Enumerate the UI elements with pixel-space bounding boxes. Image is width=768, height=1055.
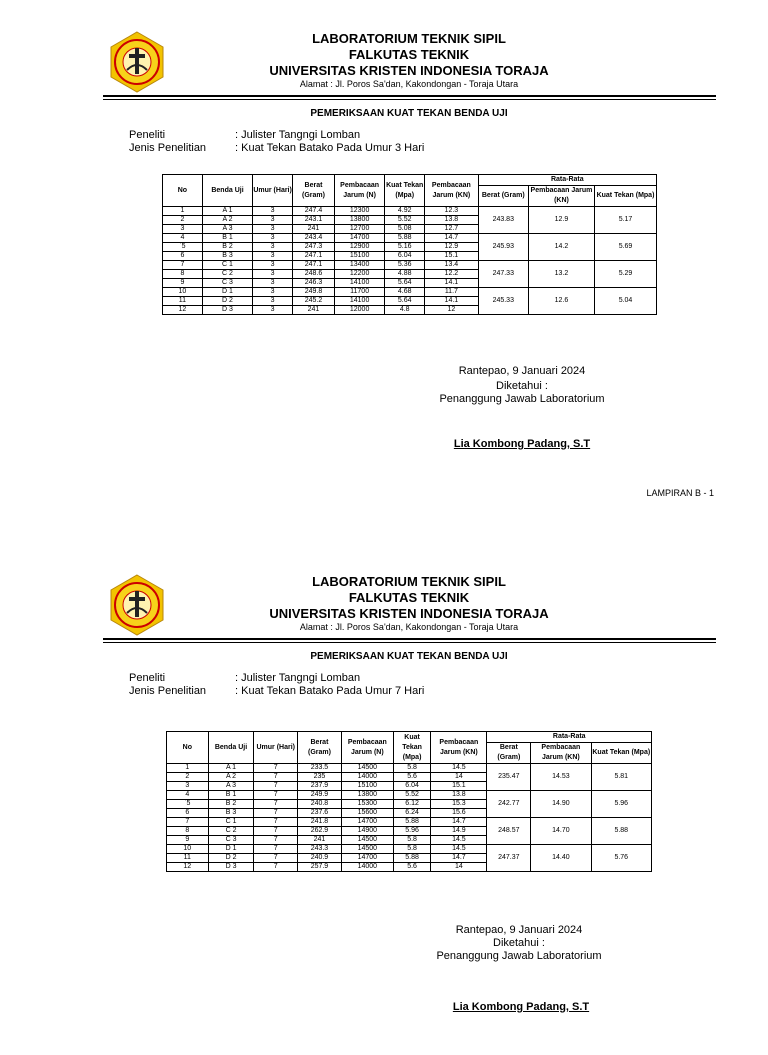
cell-pembacaan-n: 14500 [341, 764, 393, 773]
cell-pembacaan-kn: 12.2 [425, 270, 478, 279]
cell-benda-uji: B 2 [202, 243, 252, 252]
cell-berat: 241 [293, 306, 335, 315]
table-row [163, 207, 657, 216]
table-row [167, 764, 652, 773]
cell-avg-kuat: 5.17 [595, 207, 657, 234]
cell-berat: 237.6 [298, 809, 342, 818]
cell-avg-pembacaan: 13.2 [528, 261, 594, 288]
cell-pembacaan-kn: 15.3 [431, 800, 487, 809]
header-rule-thick [103, 638, 716, 640]
cell-umur: 3 [253, 243, 293, 252]
researcher-row [129, 129, 360, 142]
cell-avg-pembacaan: 14.90 [531, 791, 591, 818]
cell-kuat-tekan: 5.8 [393, 764, 430, 773]
cell-kuat-tekan: 4.68 [385, 288, 425, 297]
col-berat: Berat (Gram) [293, 175, 335, 207]
cell-kuat-tekan: 5.6 [393, 863, 430, 872]
cell-umur: 7 [254, 827, 298, 836]
cell-avg-berat: 235.47 [487, 764, 531, 791]
cell-pembacaan-kn: 12.9 [425, 243, 478, 252]
cell-avg-berat: 242.77 [487, 791, 531, 818]
cell-pembacaan-n: 14700 [334, 234, 384, 243]
cell-pembacaan-n: 11700 [334, 288, 384, 297]
header-rule-thin [103, 99, 716, 100]
cell-pembacaan-n: 14000 [341, 863, 393, 872]
cell-pembacaan-n: 15300 [341, 800, 393, 809]
col-no: No [163, 175, 203, 207]
cell-no: 3 [163, 225, 203, 234]
cell-avg-pembacaan: 14.53 [531, 764, 591, 791]
col-pembacaan-kn: Pembacaan Jarum (KN) [425, 175, 478, 207]
researcher-label: Peneliti [129, 672, 166, 684]
cell-benda-uji: D 3 [202, 306, 252, 315]
cell-kuat-tekan: 5.16 [385, 243, 425, 252]
cell-kuat-tekan: 4.92 [385, 207, 425, 216]
cell-no: `5 [167, 800, 209, 809]
cell-kuat-tekan: 4.8 [385, 306, 425, 315]
cell-pembacaan-n: 15600 [341, 809, 393, 818]
cell-pembacaan-n: 14700 [341, 818, 393, 827]
cell-pembacaan-n: 14100 [334, 297, 384, 306]
cell-umur: 3 [253, 279, 293, 288]
cell-umur: 3 [253, 207, 293, 216]
cell-no: 1 [167, 764, 209, 773]
cell-benda-uji: A 1 [202, 207, 252, 216]
known-label: Diketahui : [496, 380, 548, 392]
cell-avg-kuat: 5.04 [595, 288, 657, 315]
report-title: PEMERIKSAAN KUAT TEKAN BENDA UJI [310, 108, 508, 119]
cell-berat: 249.9 [298, 791, 342, 800]
lab-name: LABORATORIUM TEKNIK SIPIL [312, 574, 506, 589]
cell-umur: 7 [254, 836, 298, 845]
cell-no: 10 [167, 845, 209, 854]
place-date: Rantepao, 9 Januari 2024 [458, 365, 586, 377]
cell-berat: 240.8 [298, 800, 342, 809]
cell-umur: 7 [254, 818, 298, 827]
faculty-name: FALKUTAS TEKNIK [348, 47, 470, 62]
cell-umur: 7 [254, 800, 298, 809]
research-type-label: Jenis Penelitian [129, 142, 207, 154]
cell-avg-pembacaan: 12.9 [528, 207, 594, 234]
cell-no: 9 [163, 279, 203, 288]
cell-kuat-tekan: 5.8 [393, 836, 430, 845]
cell-no: 7 [167, 818, 209, 827]
col-avg-berat: Berat (Gram) [487, 743, 531, 764]
responsible-title: Penanggung Jawab Laboratorium [436, 950, 602, 962]
cell-benda-uji: A 3 [208, 782, 254, 791]
col-avg-pembacaan: Pembacaan Jarum (KN) [528, 186, 594, 207]
cell-benda-uji: B 2 [208, 800, 254, 809]
cell-no: 9 [167, 836, 209, 845]
cell-benda-uji: A 2 [202, 216, 252, 225]
place-date: Rantepao, 9 Januari 2024 [455, 924, 583, 936]
cell-no: 7 [163, 261, 203, 270]
col-avg-pembacaan: Pembacaan Jarum (KN) [531, 743, 591, 764]
known-label: Diketahui : [493, 937, 545, 949]
cell-kuat-tekan: 5.88 [393, 854, 430, 863]
cell-kuat-tekan: 5.08 [385, 225, 425, 234]
cell-kuat-tekan: 5.88 [393, 818, 430, 827]
cell-no: 6 [163, 252, 203, 261]
col-kuat-tekan: Kuat Tekan (Mpa) [393, 732, 430, 764]
cell-berat: 235 [298, 773, 342, 782]
cell-avg-kuat: 5.96 [591, 791, 651, 818]
cell-pembacaan-n: 12000 [334, 306, 384, 315]
research-type-value: : Kuat Tekan Batako Pada Umur 3 Hari [235, 142, 425, 154]
cell-kuat-tekan: 6.04 [393, 782, 430, 791]
signature-block [427, 365, 617, 406]
cell-pembacaan-n: 15100 [341, 782, 393, 791]
address: Alamat : Jl. Poros Sa'dan, Kakondongan - Toraja Utara [299, 79, 519, 89]
cell-umur: 7 [254, 773, 298, 782]
cell-pembacaan-n: 14900 [341, 827, 393, 836]
cell-pembacaan-kn: 15.1 [431, 782, 487, 791]
cell-berat: 241 [293, 225, 335, 234]
cell-benda-uji: A 3 [202, 225, 252, 234]
cell-benda-uji: C 1 [208, 818, 254, 827]
col-kuat-tekan: Kuat Tekan (Mpa) [385, 175, 425, 207]
cell-berat: 262.9 [298, 827, 342, 836]
cell-pembacaan-n: 12300 [334, 207, 384, 216]
cell-no: 4 [167, 791, 209, 800]
cell-no: 12 [167, 863, 209, 872]
research-type-value: : Kuat Tekan Batako Pada Umur 7 Hari [235, 685, 425, 697]
table-row [163, 261, 657, 270]
cell-pembacaan-n: 14700 [341, 854, 393, 863]
cell-kuat-tekan: 5.88 [385, 234, 425, 243]
signer-name: Lia Kombong Padang, S.T [452, 1001, 590, 1013]
cell-berat: 241.8 [298, 818, 342, 827]
cell-berat: 243.3 [298, 845, 342, 854]
faculty-name: FALKUTAS TEKNIK [348, 590, 470, 605]
col-pembacaan-n: Pembacaan Jarum (N) [341, 732, 393, 764]
cell-no: 12 [163, 306, 203, 315]
table-body [167, 764, 652, 872]
cell-pembacaan-kn: 14.5 [431, 845, 487, 854]
col-pembacaan-kn: Pembacaan Jarum (KN) [431, 732, 487, 764]
cell-pembacaan-kn: 13.8 [431, 791, 487, 800]
cell-pembacaan-kn: 14.5 [431, 764, 487, 773]
cell-pembacaan-n: 13800 [334, 216, 384, 225]
col-avg-berat: Berat (Gram) [478, 186, 528, 207]
cell-pembacaan-n: 14500 [341, 845, 393, 854]
table-row [163, 288, 657, 297]
cell-pembacaan-n: 12900 [334, 243, 384, 252]
cell-umur: 7 [254, 809, 298, 818]
cell-berat: 246.3 [293, 279, 335, 288]
institution-header [160, 574, 658, 633]
col-umur: Umur (Hari) [254, 732, 298, 764]
cell-kuat-tekan: 5.96 [393, 827, 430, 836]
cell-benda-uji: C 2 [208, 827, 254, 836]
cell-avg-berat: 245.33 [478, 288, 528, 315]
cell-no: 11 [163, 297, 203, 306]
cell-umur: 3 [253, 252, 293, 261]
cell-benda-uji: A 2 [208, 773, 254, 782]
cell-kuat-tekan: 6.04 [385, 252, 425, 261]
cell-no: 3 [167, 782, 209, 791]
cell-umur: 3 [253, 234, 293, 243]
cell-benda-uji: C 3 [202, 279, 252, 288]
cell-pembacaan-kn: 14.7 [431, 818, 487, 827]
lab-name: LABORATORIUM TEKNIK SIPIL [312, 31, 506, 46]
col-benda-uji: Benda Uji [202, 175, 252, 207]
cell-pembacaan-kn: 15.1 [425, 252, 478, 261]
cell-avg-pembacaan: 14.2 [528, 234, 594, 261]
cell-umur: 3 [253, 306, 293, 315]
col-rata-rata: Rata-Rata [487, 732, 652, 743]
col-avg-kuat: Kuat Tekan (Mpa) [595, 186, 657, 207]
cell-no: `5 [163, 243, 203, 252]
cell-benda-uji: D 2 [208, 854, 254, 863]
cell-berat: 237.9 [298, 782, 342, 791]
cell-kuat-tekan: 5.52 [385, 216, 425, 225]
cell-avg-berat: 247.33 [478, 261, 528, 288]
col-berat: Berat (Gram) [298, 732, 342, 764]
cell-umur: 3 [253, 270, 293, 279]
report-title: PEMERIKSAAN KUAT TEKAN BENDA UJI [310, 651, 508, 662]
researcher-label: Peneliti [129, 129, 166, 141]
cell-avg-pembacaan: 12.6 [528, 288, 594, 315]
researcher-row [129, 672, 360, 685]
signer-name: Lia Kombong Padang, S.T [453, 438, 591, 450]
appendix-label: LAMPIRAN B - 1 [646, 488, 714, 498]
cell-benda-uji: B 3 [208, 809, 254, 818]
cell-benda-uji: B 3 [202, 252, 252, 261]
researcher-value: : Julister Tangngi Lomban [235, 672, 361, 684]
report-page-3-days [0, 0, 768, 512]
header-rule-thin [103, 642, 716, 643]
cell-kuat-tekan: 5.64 [385, 279, 425, 288]
cell-umur: 7 [254, 782, 298, 791]
cell-no: 8 [167, 827, 209, 836]
col-avg-kuat: Kuat Tekan (Mpa) [591, 743, 651, 764]
responsible-title: Penanggung Jawab Laboratorium [439, 393, 605, 405]
cell-no: 8 [163, 270, 203, 279]
cell-no: 6 [167, 809, 209, 818]
cell-avg-berat: 247.37 [487, 845, 531, 872]
cell-no: 1 [163, 207, 203, 216]
col-no: No [167, 732, 209, 764]
cell-berat: 247.3 [293, 243, 335, 252]
cell-no: 10 [163, 288, 203, 297]
cell-umur: 7 [254, 863, 298, 872]
cell-avg-pembacaan: 14.40 [531, 845, 591, 872]
test-results-table [166, 731, 652, 872]
table-row [167, 845, 652, 854]
cell-pembacaan-kn: 12.3 [425, 207, 478, 216]
cell-pembacaan-n: 13400 [334, 261, 384, 270]
cell-no: 4 [163, 234, 203, 243]
cell-pembacaan-kn: 13.8 [425, 216, 478, 225]
cell-pembacaan-n: 12700 [334, 225, 384, 234]
cell-no: 2 [167, 773, 209, 782]
cell-no: 11 [167, 854, 209, 863]
cell-benda-uji: C 1 [202, 261, 252, 270]
cell-pembacaan-kn: 11.7 [425, 288, 478, 297]
table-row [167, 791, 652, 800]
cell-umur: 7 [254, 791, 298, 800]
cell-avg-kuat: 5.29 [595, 261, 657, 288]
cell-benda-uji: B 1 [208, 791, 254, 800]
cell-pembacaan-kn: 14.1 [425, 297, 478, 306]
cell-pembacaan-n: 14500 [341, 836, 393, 845]
cell-avg-berat: 248.57 [487, 818, 531, 845]
cell-kuat-tekan: 5.8 [393, 845, 430, 854]
cell-pembacaan-kn: 14 [431, 863, 487, 872]
cell-avg-kuat: 5.88 [591, 818, 651, 845]
cell-berat: 233.5 [298, 764, 342, 773]
cell-kuat-tekan: 6.12 [393, 800, 430, 809]
cell-kuat-tekan: 5.64 [385, 297, 425, 306]
cell-benda-uji: D 2 [202, 297, 252, 306]
cell-berat: 249.8 [293, 288, 335, 297]
researcher-value: : Julister Tangngi Lomban [235, 129, 361, 141]
cell-umur: 3 [253, 297, 293, 306]
cell-benda-uji: D 3 [208, 863, 254, 872]
cell-berat: 248.6 [293, 270, 335, 279]
university-name: UNIVERSITAS KRISTEN INDONESIA TORAJA [269, 606, 549, 621]
cell-avg-kuat: 5.69 [595, 234, 657, 261]
cell-pembacaan-kn: 14 [431, 773, 487, 782]
table-row [163, 234, 657, 243]
cell-pembacaan-kn: 15.6 [431, 809, 487, 818]
cell-benda-uji: D 1 [202, 288, 252, 297]
cell-pembacaan-kn: 12.7 [425, 225, 478, 234]
cell-berat: 240.9 [298, 854, 342, 863]
cell-kuat-tekan: 5.6 [393, 773, 430, 782]
col-umur: Umur (Hari) [253, 175, 293, 207]
cell-avg-berat: 245.93 [478, 234, 528, 261]
header-rule-thick [103, 95, 716, 97]
cell-pembacaan-kn: 14.5 [431, 836, 487, 845]
cell-berat: 245.2 [293, 297, 335, 306]
cell-umur: 7 [254, 764, 298, 773]
report-page-7-days [0, 543, 768, 1055]
cell-pembacaan-n: 12200 [334, 270, 384, 279]
cell-berat: 247.1 [293, 261, 335, 270]
cell-kuat-tekan: 6.24 [393, 809, 430, 818]
cell-pembacaan-kn: 12 [425, 306, 478, 315]
cell-avg-kuat: 5.81 [591, 764, 651, 791]
cell-pembacaan-n: 13800 [341, 791, 393, 800]
test-results-table [162, 174, 657, 315]
col-rata-rata: Rata-Rata [478, 175, 656, 186]
cell-kuat-tekan: 5.52 [393, 791, 430, 800]
cell-pembacaan-n: 14000 [341, 773, 393, 782]
cell-pembacaan-kn: 14.1 [425, 279, 478, 288]
university-name: UNIVERSITAS KRISTEN INDONESIA TORAJA [269, 63, 549, 78]
research-type-row [129, 142, 424, 155]
cell-umur: 3 [253, 225, 293, 234]
cell-berat: 247.1 [293, 252, 335, 261]
cell-benda-uji: B 1 [202, 234, 252, 243]
cell-pembacaan-kn: 13.4 [425, 261, 478, 270]
cell-avg-kuat: 5.76 [591, 845, 651, 872]
cell-berat: 243.4 [293, 234, 335, 243]
institution-header [160, 31, 658, 90]
cell-benda-uji: A 1 [208, 764, 254, 773]
cell-kuat-tekan: 5.36 [385, 261, 425, 270]
cell-berat: 243.1 [293, 216, 335, 225]
cell-pembacaan-n: 15100 [334, 252, 384, 261]
research-type-label: Jenis Penelitian [129, 685, 207, 697]
cell-benda-uji: C 3 [208, 836, 254, 845]
cell-umur: 3 [253, 216, 293, 225]
cell-pembacaan-kn: 14.9 [431, 827, 487, 836]
cell-berat: 247.4 [293, 207, 335, 216]
col-benda-uji: Benda Uji [208, 732, 254, 764]
cell-pembacaan-n: 14100 [334, 279, 384, 288]
cell-umur: 3 [253, 288, 293, 297]
cell-umur: 3 [253, 261, 293, 270]
research-type-row [129, 685, 424, 698]
cell-benda-uji: C 2 [202, 270, 252, 279]
cell-berat: 257.9 [298, 863, 342, 872]
cell-berat: 241 [298, 836, 342, 845]
cell-benda-uji: D 1 [208, 845, 254, 854]
cell-pembacaan-kn: 14.7 [431, 854, 487, 863]
cell-pembacaan-kn: 14.7 [425, 234, 478, 243]
address: Alamat : Jl. Poros Sa'dan, Kakondongan - Toraja Utara [299, 622, 519, 632]
table-row [167, 818, 652, 827]
col-pembacaan-n: Pembacaan Jarum (N) [334, 175, 384, 207]
cell-umur: 7 [254, 854, 298, 863]
table-body [163, 207, 657, 315]
signature-block [424, 924, 614, 963]
cell-avg-pembacaan: 14.70 [531, 818, 591, 845]
cell-kuat-tekan: 4.88 [385, 270, 425, 279]
cell-umur: 7 [254, 845, 298, 854]
cell-no: 2 [163, 216, 203, 225]
cell-avg-berat: 243.83 [478, 207, 528, 234]
